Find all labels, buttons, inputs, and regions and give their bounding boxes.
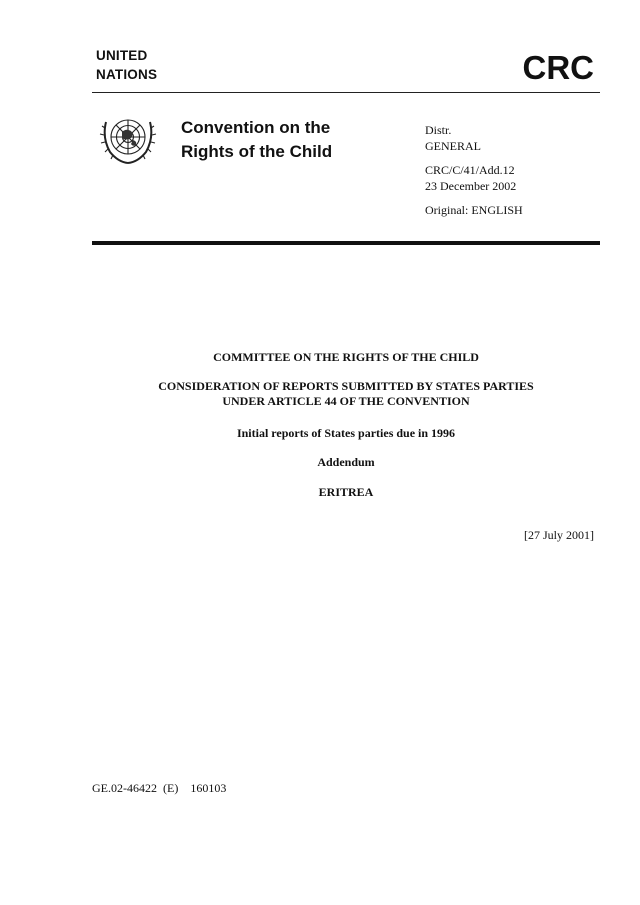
country-heading: ERITREA — [318, 485, 374, 499]
document-metadata — [425, 123, 523, 219]
consideration-line-1: CONSIDERATION OF REPORTS SUBMITTED BY STATES PARTIES — [158, 379, 534, 393]
header-bottom-rule — [92, 241, 600, 245]
organization-name — [96, 46, 157, 84]
committee-heading: COMMITTEE ON THE RIGHTS OF THE CHILD — [213, 350, 479, 364]
document-symbol: CRC/C/41/Add.12 — [425, 163, 515, 177]
un-emblem-icon — [96, 110, 160, 168]
distribution-type: GENERAL — [425, 138, 481, 153]
consideration-line-2: UNDER ARTICLE 44 OF THE CONVENTION — [222, 394, 470, 408]
convention-title — [181, 116, 332, 164]
header-divider — [92, 92, 600, 93]
report-date: [27 July 2001] — [524, 528, 594, 542]
document-date: 23 December 2002 — [425, 178, 517, 193]
distribution-label: Distr. — [425, 123, 452, 137]
convention-title-line-2: Rights of the Child — [181, 142, 333, 161]
footer-reference: GE.02-46422 (E) 160103 — [92, 781, 227, 795]
addendum-heading: Addendum — [317, 455, 375, 469]
org-line-1: UNITED — [96, 48, 148, 63]
consideration-heading — [92, 379, 600, 409]
convention-title-line-1: Convention on the — [181, 118, 331, 137]
org-line-2: NATIONS — [96, 67, 158, 82]
original-language: Original: ENGLISH — [425, 203, 523, 217]
initial-reports-heading: Initial reports of States parties due in 1996 — [236, 426, 456, 440]
document-code: CRC — [522, 49, 594, 86]
